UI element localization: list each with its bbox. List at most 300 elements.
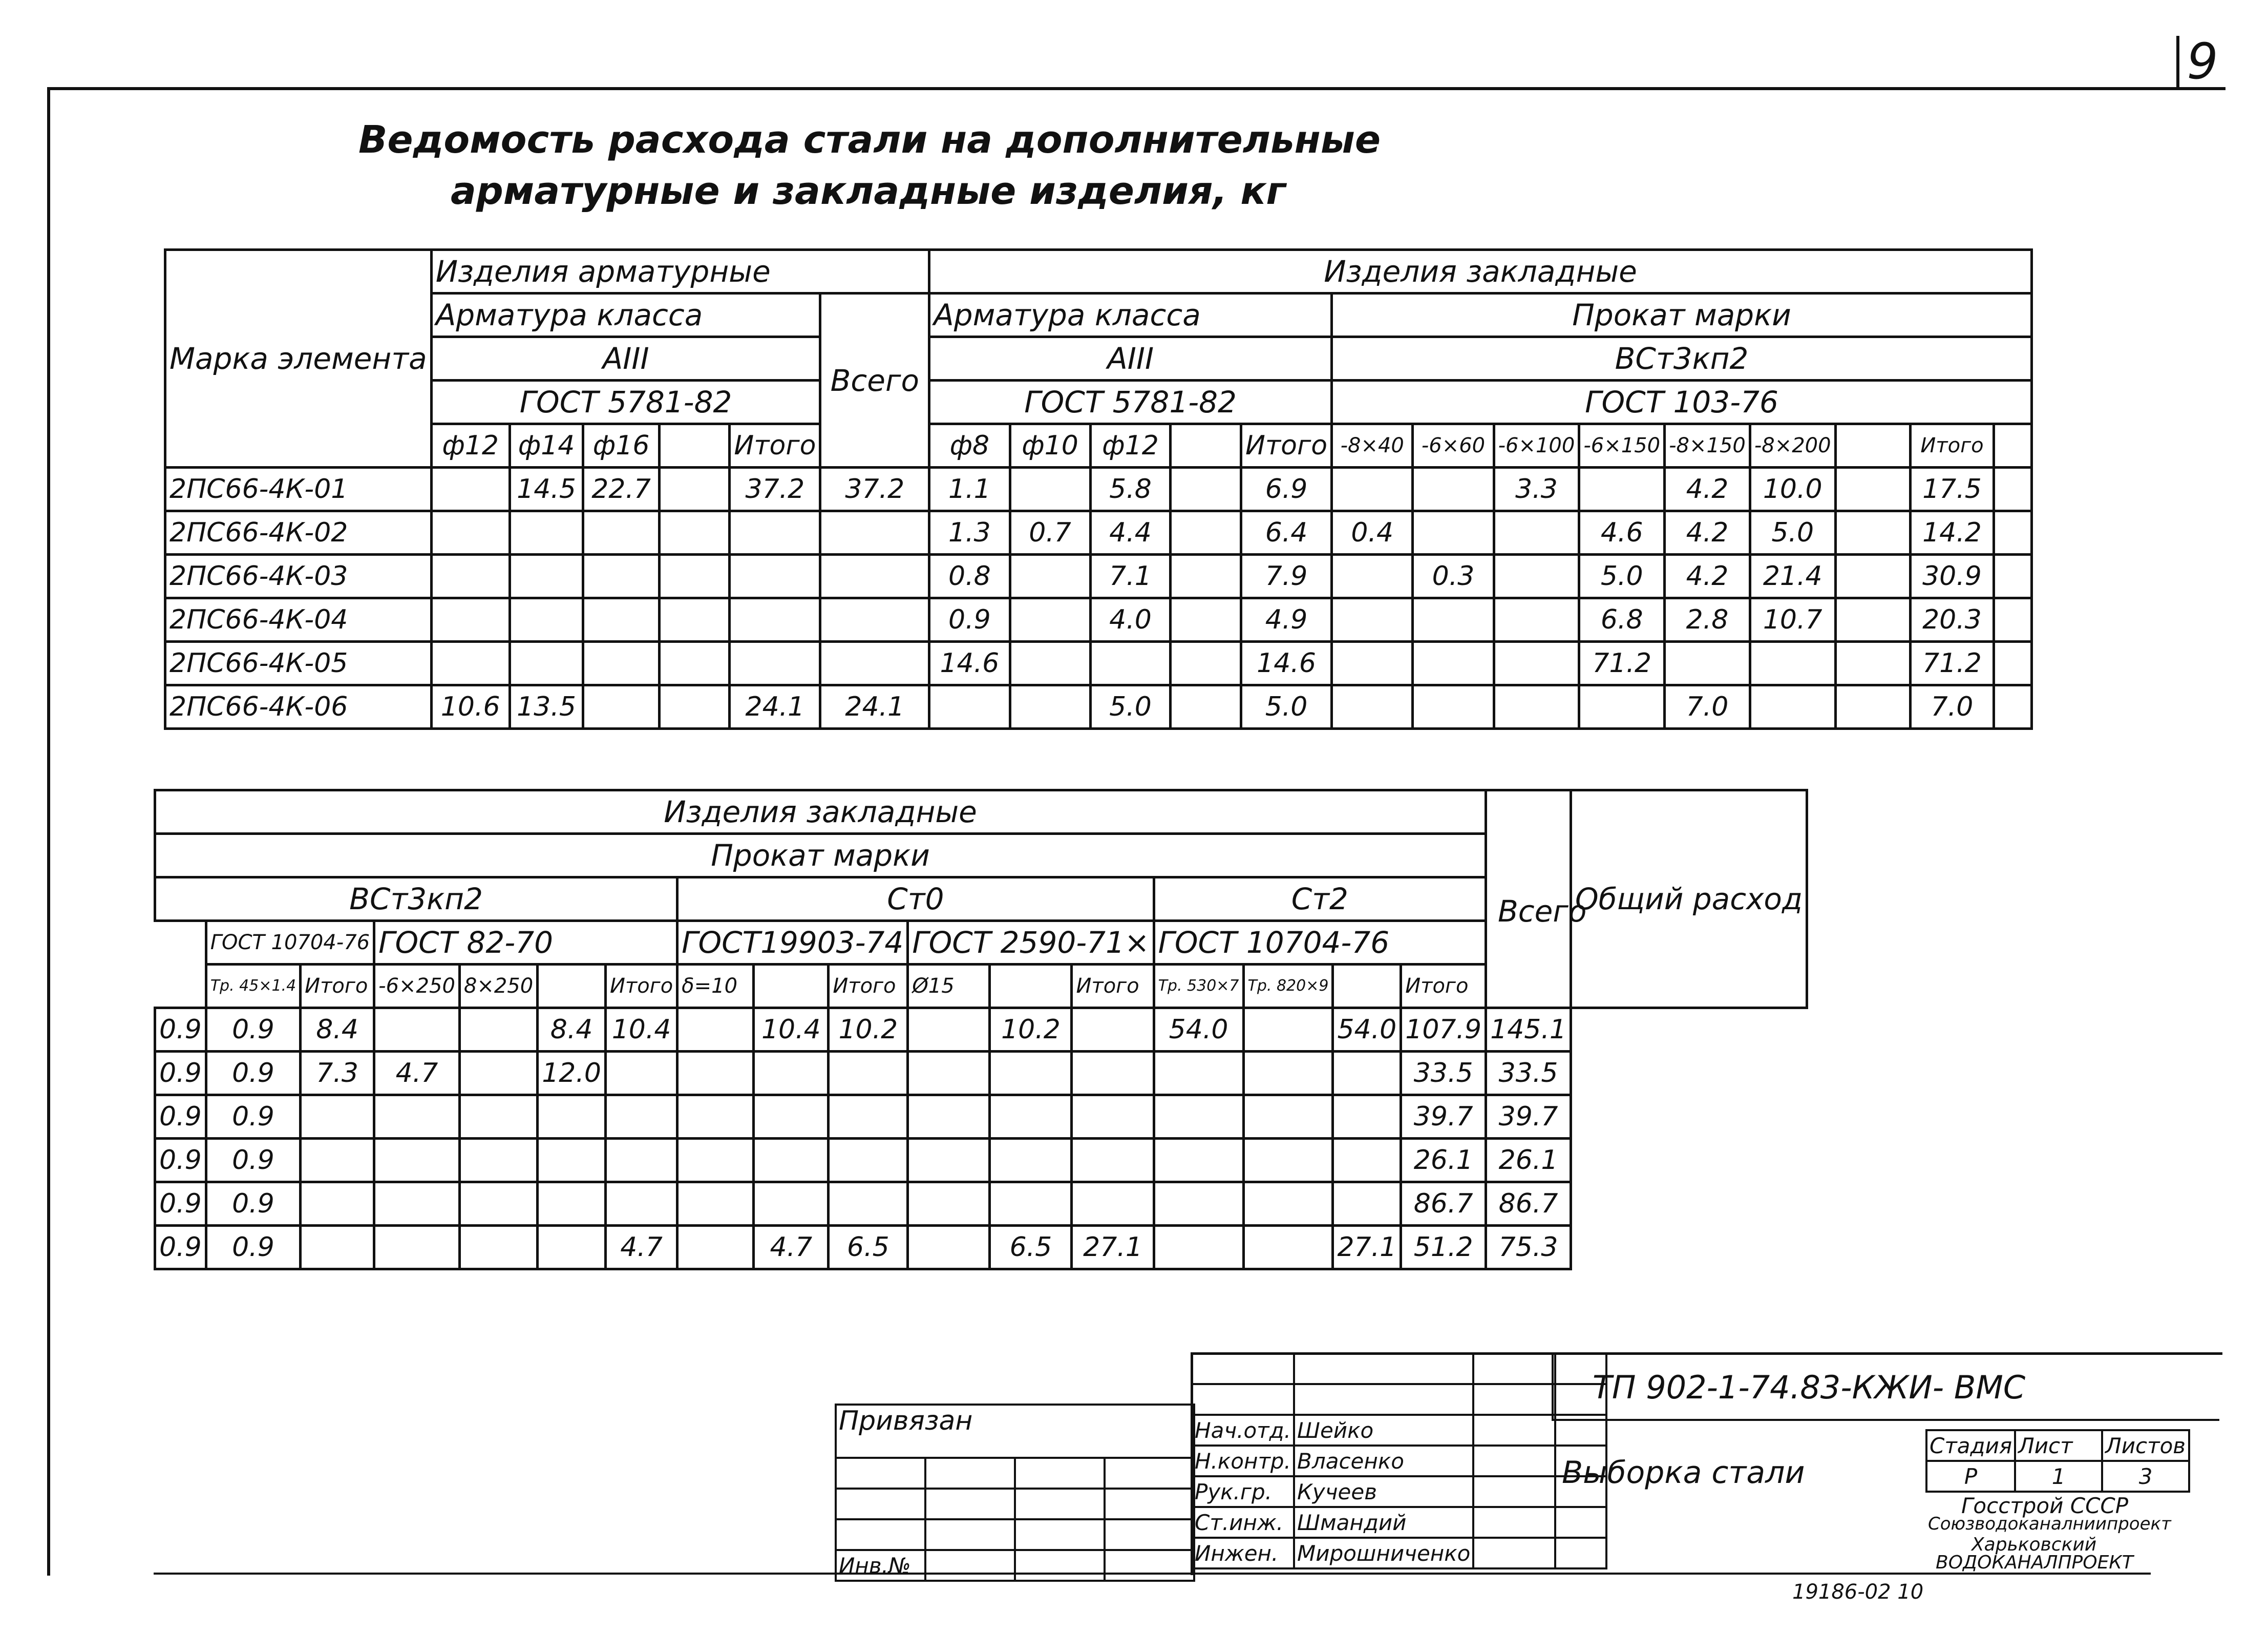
value-cell: 0.9 xyxy=(155,1052,206,1095)
value-cell xyxy=(583,598,659,642)
value-cell xyxy=(1835,468,1911,511)
value-cell xyxy=(1171,685,1241,729)
value-cell xyxy=(1835,642,1911,685)
value-cell xyxy=(1332,598,1413,642)
name-4: Мирошниченко xyxy=(1294,1538,1473,1568)
value-cell xyxy=(1835,685,1911,729)
t2-col-8: Итого xyxy=(829,965,908,1008)
value-cell: 4.2 xyxy=(1665,555,1750,598)
value-cell xyxy=(1154,1095,1243,1139)
steel-table-1 xyxy=(164,248,2033,730)
value-cell xyxy=(677,1052,754,1095)
value-cell: 0.9 xyxy=(206,1008,300,1052)
value-cell xyxy=(990,1182,1072,1226)
value-cell xyxy=(1994,685,2031,729)
value-cell xyxy=(754,1182,829,1226)
t1-emb-col-1: ф10 xyxy=(1010,424,1090,468)
value-cell xyxy=(908,1008,990,1052)
mark-header: Марка элемента xyxy=(165,250,432,468)
value-cell xyxy=(1579,468,1665,511)
t1-rolled-col-5: -8×200 xyxy=(1750,424,1835,468)
title-line-2: арматурные и закладные изделия, кг xyxy=(451,169,1286,213)
t2-gost-10704-header: ГОСТ 10704-76 xyxy=(206,921,374,965)
value-cell xyxy=(1835,511,1911,555)
value-cell xyxy=(1413,511,1494,555)
table-row xyxy=(155,1052,1807,1095)
t1-emb-col-0: ф8 xyxy=(929,424,1010,468)
value-cell xyxy=(301,1226,374,1269)
t2-rolled-header: Прокат марки xyxy=(155,834,1486,877)
t1-rolled-col-6 xyxy=(1835,424,1911,468)
value-cell xyxy=(829,1095,908,1139)
value-cell: 14.6 xyxy=(1241,642,1331,685)
value-cell xyxy=(820,511,929,555)
t2-col-15: Итого xyxy=(1401,965,1486,1008)
total-cell: 86.7 xyxy=(1486,1182,1571,1226)
t2-col-12: Тр. 530×7 xyxy=(1154,965,1243,1008)
value-cell: 4.2 xyxy=(1665,511,1750,555)
value-cell xyxy=(677,1182,754,1226)
value-cell xyxy=(677,1095,754,1139)
t2-col-14 xyxy=(1333,965,1401,1008)
value-cell: 5.0 xyxy=(1750,511,1835,555)
value-cell: 0.9 xyxy=(206,1182,300,1226)
value-cell xyxy=(659,511,730,555)
value-cell: 6.4 xyxy=(1241,511,1331,555)
value-cell xyxy=(538,1095,606,1139)
emb-a3-header: АIII xyxy=(929,337,1332,381)
t1-rolled-col-4: -8×150 xyxy=(1665,424,1750,468)
value-cell: 8.4 xyxy=(538,1008,606,1052)
value-cell xyxy=(1010,685,1090,729)
value-cell: 4.7 xyxy=(374,1052,460,1095)
value-cell xyxy=(459,1095,537,1139)
value-cell xyxy=(459,1226,537,1269)
name-0: Шейко xyxy=(1294,1415,1473,1446)
value-cell xyxy=(1072,1008,1154,1052)
steel-table-2 xyxy=(154,789,1808,1270)
value-cell: 10.4 xyxy=(754,1008,829,1052)
value-cell xyxy=(459,1052,537,1095)
value-cell xyxy=(1835,598,1911,642)
t2-col-6: δ=10 xyxy=(677,965,754,1008)
sheets-header: Листов xyxy=(2102,1430,2189,1461)
value-cell: 7.3 xyxy=(301,1052,374,1095)
value-cell: 30.9 xyxy=(1911,555,1994,598)
total-cell: 26.1 xyxy=(1401,1139,1486,1182)
value-cell xyxy=(1171,468,1241,511)
value-cell xyxy=(659,555,730,598)
value-cell xyxy=(820,555,929,598)
emb-header: Изделия закладные xyxy=(929,250,2032,294)
element-mark: 2ПС66-4К-04 xyxy=(165,598,432,642)
value-cell: 71.2 xyxy=(1579,642,1665,685)
value-cell xyxy=(1243,1095,1333,1139)
value-cell: 5.0 xyxy=(1579,555,1665,598)
value-cell: 5.0 xyxy=(1241,685,1331,729)
value-cell xyxy=(1090,642,1171,685)
org-line-3: Харьковский xyxy=(1972,1534,2097,1555)
value-cell xyxy=(1835,555,1911,598)
value-cell xyxy=(374,1139,460,1182)
element-mark: 2ПС66-4К-03 xyxy=(165,555,432,598)
value-cell xyxy=(301,1139,374,1182)
role-4: Инжен. xyxy=(1192,1538,1294,1568)
value-cell xyxy=(374,1095,460,1139)
value-cell: 10.4 xyxy=(605,1008,677,1052)
value-cell xyxy=(829,1052,908,1095)
value-cell: 0.3 xyxy=(1413,555,1494,598)
table-row xyxy=(165,555,2032,598)
arm-header: Изделия арматурные xyxy=(431,250,929,294)
value-cell: 7.0 xyxy=(1911,685,1994,729)
value-cell xyxy=(1243,1226,1333,1269)
value-cell xyxy=(459,1139,537,1182)
total-cell: 86.7 xyxy=(1401,1182,1486,1226)
t2-col-2: -6×250 xyxy=(374,965,460,1008)
value-cell xyxy=(1171,642,1241,685)
value-cell xyxy=(431,642,510,685)
value-cell: 14.2 xyxy=(1911,511,1994,555)
value-cell xyxy=(538,1139,606,1182)
value-cell xyxy=(374,1226,460,1269)
value-cell xyxy=(908,1226,990,1269)
bound-label: Привязан xyxy=(836,1405,1194,1458)
total-cell: 145.1 xyxy=(1486,1008,1571,1052)
value-cell xyxy=(730,511,820,555)
value-cell: 0.9 xyxy=(155,1139,206,1182)
name-2: Кучеев xyxy=(1294,1476,1473,1507)
role-0: Нач.отд. xyxy=(1192,1415,1294,1446)
t1-emb-col-3 xyxy=(1171,424,1241,468)
value-cell xyxy=(990,1052,1072,1095)
t1-rolled-col-2: -6×100 xyxy=(1494,424,1579,468)
value-cell: 0.7 xyxy=(1010,511,1090,555)
value-cell: 0.9 xyxy=(155,1182,206,1226)
value-cell xyxy=(1072,1139,1154,1182)
element-mark: 2ПС66-4К-05 xyxy=(165,642,432,685)
value-cell: 6.5 xyxy=(990,1226,1072,1269)
value-cell xyxy=(1171,555,1241,598)
value-cell xyxy=(1494,511,1579,555)
value-cell xyxy=(829,1182,908,1226)
value-cell xyxy=(1994,511,2031,555)
table-row xyxy=(155,1139,1807,1182)
value-cell xyxy=(1171,598,1241,642)
value-cell xyxy=(754,1139,829,1182)
value-cell xyxy=(1994,598,2031,642)
t1-emb-col-2: ф12 xyxy=(1090,424,1171,468)
value-cell xyxy=(730,642,820,685)
value-cell: 4.0 xyxy=(1090,598,1171,642)
t2-col-0: Тр. 45×1.4 xyxy=(206,965,300,1008)
t2-col-3: 8×250 xyxy=(459,965,537,1008)
value-cell: 0.9 xyxy=(155,1226,206,1269)
value-cell xyxy=(1994,642,2031,685)
value-cell: 37.2 xyxy=(730,468,820,511)
value-cell xyxy=(1494,598,1579,642)
table-row xyxy=(155,1095,1807,1139)
name-1: Власенко xyxy=(1294,1446,1473,1476)
role-3: Ст.инж. xyxy=(1192,1507,1294,1538)
t1-emb-col-4: Итого xyxy=(1241,424,1331,468)
value-cell xyxy=(1994,555,2031,598)
value-cell xyxy=(583,555,659,598)
value-cell xyxy=(1750,685,1835,729)
value-cell xyxy=(1413,598,1494,642)
value-cell xyxy=(1413,468,1494,511)
value-cell xyxy=(1750,642,1835,685)
doc-code: ТП 902-1-74.83-КЖИ- ВМС xyxy=(1593,1369,2026,1406)
total-cell: 39.7 xyxy=(1401,1095,1486,1139)
value-cell xyxy=(1243,1008,1333,1052)
value-cell xyxy=(1072,1182,1154,1226)
value-cell xyxy=(659,598,730,642)
value-cell xyxy=(431,555,510,598)
value-cell xyxy=(605,1095,677,1139)
value-cell xyxy=(301,1182,374,1226)
role-1: Н.контр. xyxy=(1192,1446,1294,1476)
total-cell: 75.3 xyxy=(1486,1226,1571,1269)
org-line-4: ВОДОКАНАЛПРОЕКТ xyxy=(1936,1552,2133,1573)
stage-value: Р xyxy=(1926,1461,2015,1492)
t2-col-1: Итого xyxy=(301,965,374,1008)
value-cell xyxy=(1010,468,1090,511)
value-cell xyxy=(1154,1226,1243,1269)
value-cell: 8.4 xyxy=(301,1008,374,1052)
value-cell xyxy=(1579,685,1665,729)
value-cell: 24.1 xyxy=(730,685,820,729)
t2-st2-header: Ст2 xyxy=(1154,877,1486,921)
value-cell xyxy=(990,1139,1072,1182)
value-cell xyxy=(1332,468,1413,511)
value-cell xyxy=(605,1182,677,1226)
value-cell xyxy=(1332,642,1413,685)
value-cell: 0.9 xyxy=(206,1052,300,1095)
table-row xyxy=(155,1226,1807,1269)
value-cell xyxy=(1154,1139,1243,1182)
value-cell: 0.9 xyxy=(929,598,1010,642)
t2-col-10 xyxy=(990,965,1072,1008)
table-row xyxy=(165,685,2032,729)
bottom-line xyxy=(154,1573,2151,1575)
t2-gost-2590-header: ГОСТ 2590-71× xyxy=(908,921,1154,965)
archive-number: 19186-02 10 xyxy=(1792,1580,1924,1604)
value-cell xyxy=(754,1095,829,1139)
t2-col-7 xyxy=(754,965,829,1008)
total-cell: 26.1 xyxy=(1486,1139,1571,1182)
value-cell: 0.9 xyxy=(155,1095,206,1139)
value-cell xyxy=(538,1182,606,1226)
value-cell: 4.4 xyxy=(1090,511,1171,555)
table-row xyxy=(165,468,2032,511)
sheet-value: 1 xyxy=(2015,1461,2102,1492)
t2-col-5: Итого xyxy=(605,965,677,1008)
value-cell: 7.9 xyxy=(1241,555,1331,598)
value-cell xyxy=(990,1095,1072,1139)
table-row xyxy=(155,1008,1807,1052)
value-cell xyxy=(431,511,510,555)
value-cell: 4.2 xyxy=(1665,468,1750,511)
value-cell: 10.6 xyxy=(431,685,510,729)
t2-gost-10704b-header: ГОСТ 10704-76 xyxy=(1154,921,1486,965)
value-cell: 37.2 xyxy=(820,468,929,511)
value-cell xyxy=(1243,1139,1333,1182)
value-cell xyxy=(1333,1139,1401,1182)
role-2: Рук.гр. xyxy=(1192,1476,1294,1507)
value-cell: 0.9 xyxy=(206,1095,300,1139)
value-cell: 12.0 xyxy=(538,1052,606,1095)
stamp-signature-grid xyxy=(1191,1352,1607,1569)
value-cell xyxy=(1413,685,1494,729)
value-cell xyxy=(677,1139,754,1182)
value-cell: 1.3 xyxy=(929,511,1010,555)
value-cell xyxy=(908,1095,990,1139)
t2-vst3-header: ВСт3кп2 xyxy=(155,877,677,921)
value-cell xyxy=(1243,1182,1333,1226)
arm-gost-header: ГОСТ 5781-82 xyxy=(431,381,820,424)
rolled-gost-header: ГОСТ 103-76 xyxy=(1332,381,2032,424)
value-cell: 6.8 xyxy=(1579,598,1665,642)
t1-rolled-col-3: -6×150 xyxy=(1579,424,1665,468)
stage-grid xyxy=(1925,1429,2190,1493)
org-line-2: Союзводоканалниипроект xyxy=(1928,1514,2171,1534)
total-cell: 33.5 xyxy=(1486,1052,1571,1095)
value-cell: 7.1 xyxy=(1090,555,1171,598)
stamp-bound-grid xyxy=(835,1404,1195,1582)
value-cell xyxy=(659,468,730,511)
arm-class-header: Арматура класса xyxy=(431,294,820,337)
t1-rolled-col-8 xyxy=(1994,424,2031,468)
value-cell xyxy=(908,1052,990,1095)
value-cell: 4.7 xyxy=(754,1226,829,1269)
value-cell xyxy=(1072,1052,1154,1095)
t1-arm-col-1: ф14 xyxy=(510,424,583,468)
value-cell: 13.5 xyxy=(510,685,583,729)
table-row xyxy=(165,598,2032,642)
t2-st0-header: Ст0 xyxy=(677,877,1154,921)
value-cell xyxy=(374,1008,460,1052)
element-mark: 2ПС66-4К-06 xyxy=(165,685,432,729)
sheet-title: Выборка стали xyxy=(1562,1455,1805,1491)
name-3: Шмандий xyxy=(1294,1507,1473,1538)
value-cell xyxy=(583,642,659,685)
value-cell xyxy=(659,685,730,729)
total-cell: 39.7 xyxy=(1486,1095,1571,1139)
value-cell xyxy=(820,598,929,642)
value-cell: 22.7 xyxy=(583,468,659,511)
value-cell xyxy=(431,468,510,511)
value-cell xyxy=(374,1182,460,1226)
value-cell: 71.2 xyxy=(1911,642,1994,685)
value-cell xyxy=(510,555,583,598)
value-cell xyxy=(1413,642,1494,685)
t2-col-4 xyxy=(538,965,606,1008)
value-cell: 14.5 xyxy=(510,468,583,511)
value-cell xyxy=(730,555,820,598)
stage-header: Стадия xyxy=(1926,1430,2015,1461)
rolled-header: Прокат марки xyxy=(1332,294,2032,337)
arm-a3-header: АIII xyxy=(431,337,820,381)
value-cell xyxy=(1072,1095,1154,1139)
element-mark: 2ПС66-4К-02 xyxy=(165,511,432,555)
t1-arm-col-3 xyxy=(659,424,730,468)
t2-gost-19903-header: ГОСТ19903-74 xyxy=(677,921,908,965)
value-cell: 1.1 xyxy=(929,468,1010,511)
value-cell xyxy=(1243,1052,1333,1095)
value-cell: 10.2 xyxy=(990,1008,1072,1052)
value-cell: 4.6 xyxy=(1579,511,1665,555)
value-cell: 14.6 xyxy=(929,642,1010,685)
value-cell xyxy=(431,598,510,642)
value-cell xyxy=(1010,642,1090,685)
value-cell xyxy=(754,1052,829,1095)
org-line-1: Госстрой СССР xyxy=(1961,1493,2129,1518)
value-cell: 3.3 xyxy=(1494,468,1579,511)
t1-rolled-col-1: -6×60 xyxy=(1413,424,1494,468)
value-cell: 54.0 xyxy=(1333,1008,1401,1052)
value-cell xyxy=(1494,555,1579,598)
table-row xyxy=(165,642,2032,685)
value-cell xyxy=(908,1139,990,1182)
value-cell xyxy=(730,598,820,642)
value-cell: 27.1 xyxy=(1333,1226,1401,1269)
value-cell: 0.9 xyxy=(155,1008,206,1052)
value-cell xyxy=(659,642,730,685)
value-cell: 0.9 xyxy=(206,1139,300,1182)
value-cell xyxy=(510,511,583,555)
value-cell xyxy=(605,1052,677,1095)
value-cell xyxy=(583,511,659,555)
value-cell xyxy=(929,685,1010,729)
value-cell xyxy=(1494,685,1579,729)
t1-rolled-col-0: -8×40 xyxy=(1332,424,1413,468)
value-cell xyxy=(459,1182,537,1226)
t2-col-11: Итого xyxy=(1072,965,1154,1008)
value-cell: 10.2 xyxy=(829,1008,908,1052)
t1-arm-col-2: ф16 xyxy=(583,424,659,468)
inv-label: Инв.№ xyxy=(836,1550,925,1581)
total-cell: 33.5 xyxy=(1401,1052,1486,1095)
t1-rolled-col-7: Итого xyxy=(1911,424,1994,468)
value-cell xyxy=(677,1008,754,1052)
value-cell xyxy=(908,1182,990,1226)
t2-general-header: Общий расход xyxy=(1571,790,1807,1008)
value-cell: 21.4 xyxy=(1750,555,1835,598)
value-cell: 10.7 xyxy=(1750,598,1835,642)
value-cell xyxy=(1332,685,1413,729)
value-cell xyxy=(538,1226,606,1269)
t2-gost-82-header: ГОСТ 82-70 xyxy=(374,921,677,965)
value-cell: 20.3 xyxy=(1911,598,1994,642)
value-cell: 0.9 xyxy=(206,1226,300,1269)
value-cell xyxy=(1333,1052,1401,1095)
t2-emb-header: Изделия закладные xyxy=(155,790,1486,834)
value-cell xyxy=(1333,1182,1401,1226)
value-cell xyxy=(1010,598,1090,642)
value-cell: 0.8 xyxy=(929,555,1010,598)
value-cell xyxy=(1010,555,1090,598)
value-cell: 10.0 xyxy=(1750,468,1835,511)
value-cell xyxy=(1154,1052,1243,1095)
value-cell xyxy=(510,598,583,642)
value-cell xyxy=(605,1139,677,1182)
value-cell xyxy=(301,1095,374,1139)
value-cell: 0.4 xyxy=(1332,511,1413,555)
table-row xyxy=(155,1182,1807,1226)
value-cell: 2.8 xyxy=(1665,598,1750,642)
value-cell: 4.7 xyxy=(605,1226,677,1269)
